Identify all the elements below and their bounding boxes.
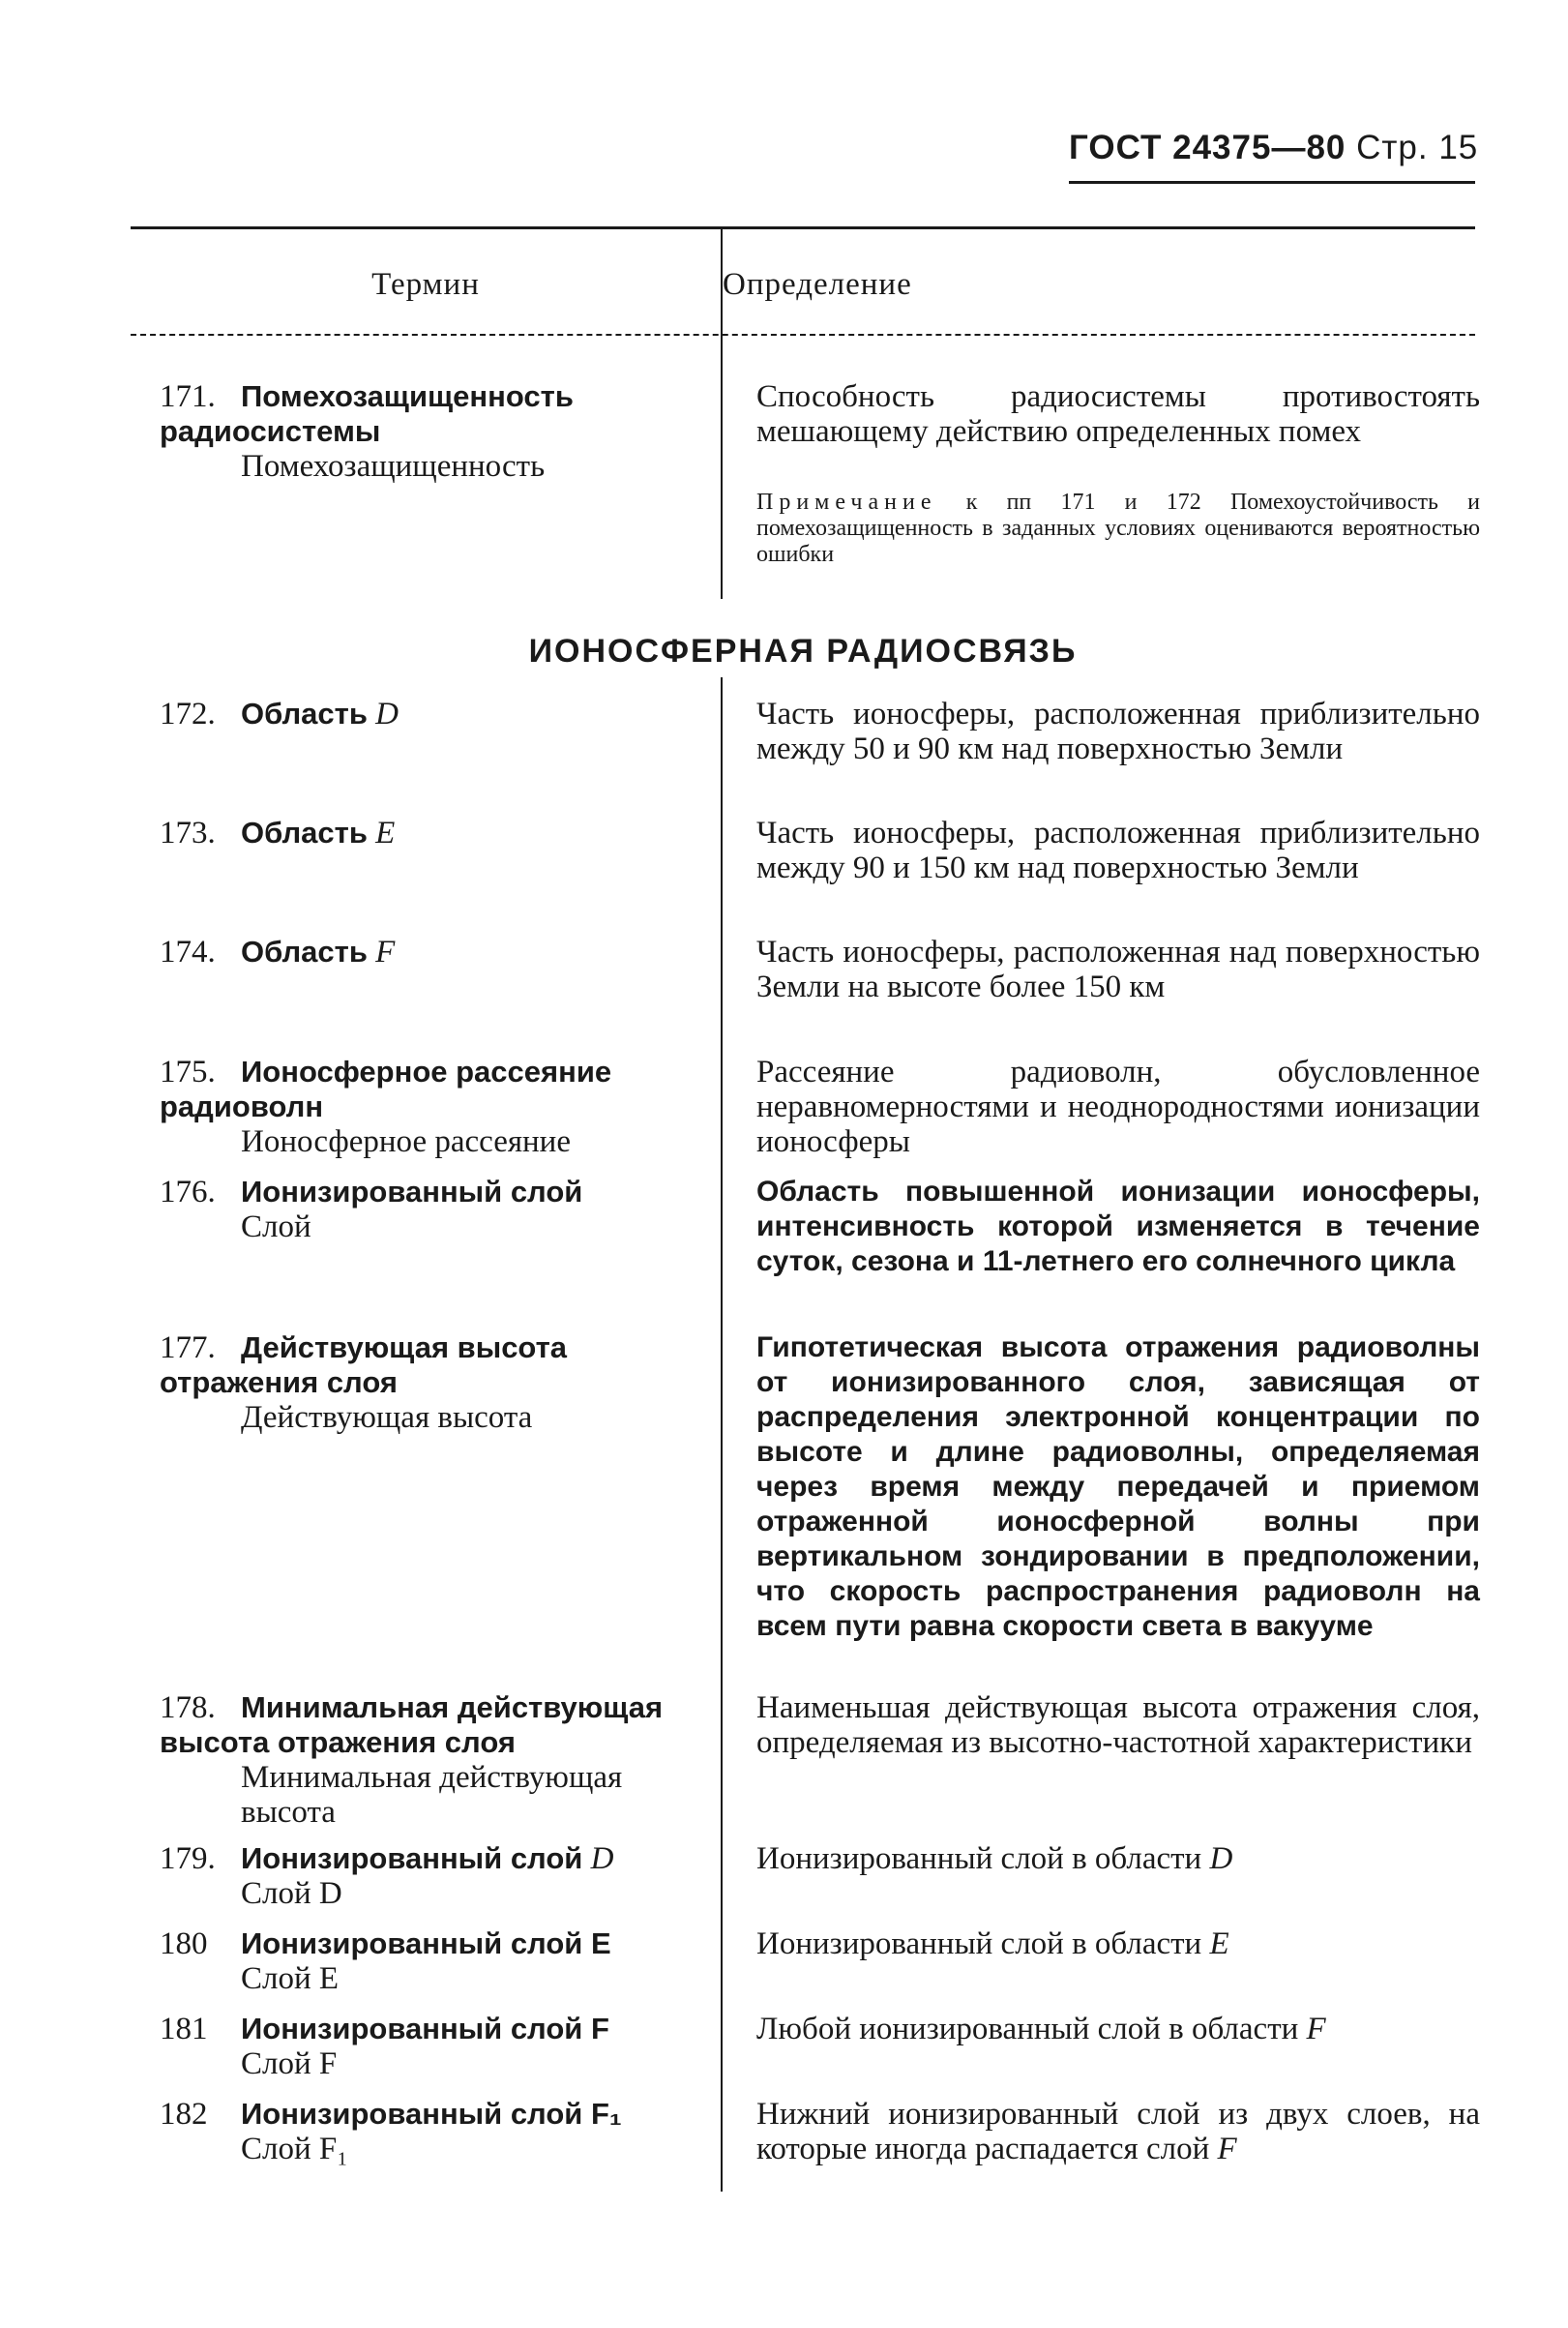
term-letter: D (375, 697, 399, 731)
column-header-term: Термин (371, 267, 480, 302)
term-number: 178. (160, 1690, 216, 1725)
page-number: Стр. 15 (1356, 129, 1479, 166)
term-main: Помехозащищенность радиосистемы (160, 379, 574, 448)
term-main: Область (241, 697, 368, 731)
term-synonym: Действующая высота (241, 1400, 533, 1435)
term-number: 177. (160, 1330, 216, 1365)
term-letter: F (375, 935, 396, 970)
term-main: Ионизированный слой F₁ (241, 2097, 622, 2131)
term-number: 173. (160, 816, 216, 851)
term-number: 179. (160, 1841, 216, 1876)
term-177 (160, 1330, 711, 1435)
definition-180 (756, 1926, 1480, 1961)
term-main: Действующая высота отражения слоя (160, 1330, 568, 1399)
term-main: Ионизированный слой Е (241, 1926, 611, 1960)
definition-179 (756, 1841, 1480, 1876)
table-top-rule (131, 226, 1475, 229)
term-main: Область (241, 816, 368, 850)
note-text: к пп 171 и 172 Помехоустойчивость и помехозащищенность в заданных условиях оцениваются вероятностью ошибки (756, 490, 1481, 567)
term-main: Минимальная действующая высота отражения слоя (160, 1690, 664, 1759)
definition-172: Часть ионосферы, расположенная приблизительно между 50 и 90 км над поверхностью Земли (756, 697, 1480, 766)
term-176 (160, 1175, 711, 1244)
definition-177: Гипотетическая высота отражения радиоволны от ионизированного слоя, зависящая от распределения электронной концентрации по высоте и длине радиоволны, определяемая через время между передачей и приемом отраженной ионосферной волны при вертикальном зондировании в предположении, что скорость распространения радиоволн на всем пути равна скорости света в вакууме (756, 1331, 1480, 1642)
term-171 (160, 379, 711, 484)
header-separator (131, 334, 1475, 336)
term-number: 181 (160, 2012, 208, 2046)
term-181 (160, 2012, 711, 2081)
definition-175: Рассеяние радиоволн, обусловленное неравномерностями и неоднородностями ионизации ионосферы (756, 1055, 1480, 1159)
note-label: Примечание (756, 490, 937, 515)
definition-text: Ионизированный слой в области (756, 1926, 1202, 1961)
definition-text: Любой ионизированный слой в области (756, 2012, 1299, 2046)
term-178 (160, 1690, 711, 1830)
term-number: 182 (160, 2097, 208, 2132)
definition-174: Часть ионосферы, расположенная над поверхностью Земли на высоте более 150 км (756, 935, 1480, 1004)
term-main: Ионосферное рассеяние радиоволн (160, 1055, 612, 1123)
term-main: Ионизированный слой (241, 1175, 583, 1209)
term-172 (160, 697, 711, 731)
section-title: ИОНОСФЕРНАЯ РАДИОСВЯЗЬ (528, 633, 1078, 670)
term-number: 172. (160, 697, 216, 731)
term-179 (160, 1841, 711, 1911)
standard-number: ГОСТ 24375—80 (1069, 129, 1346, 166)
term-synonym: Слой (241, 1209, 311, 1244)
term-180 (160, 1926, 711, 1996)
term-synonym: Слой F (241, 2046, 338, 2081)
header-rule (1069, 181, 1475, 184)
definition-letter: E (1209, 1926, 1229, 1961)
term-main: Ионизированный слой (241, 1841, 583, 1875)
term-letter: D (590, 1841, 614, 1876)
term-number: 175. (160, 1055, 216, 1089)
term-synonym: Слой D (241, 1876, 342, 1911)
definition-letter: F (1217, 2132, 1237, 2166)
term-synonym: Минимальная действующая высота (241, 1760, 623, 1830)
term-synonym: Ионосферное рассеяние (241, 1124, 571, 1159)
definition-letter: F (1306, 2012, 1326, 2046)
definition-text: Ионизированный слой в области (756, 1841, 1202, 1876)
column-divider (721, 229, 723, 599)
column-header-definition: Определение (723, 267, 912, 302)
definition-letter: D (1209, 1841, 1233, 1876)
term-175 (160, 1055, 711, 1159)
definition-178: Наименьшая действующая высота отражения слоя, определяемая из высотно-частотной характеристики (756, 1690, 1480, 1760)
definition-176: Область повышенной ионизации ионосферы, интенсивность которой изменяется в течение суток, сезона и 11-летнего его солнечного цикла (756, 1176, 1480, 1277)
term-main: Область (241, 935, 368, 969)
term-number: 171. (160, 379, 216, 414)
definition-181 (756, 2012, 1480, 2046)
page-header (1069, 129, 1479, 167)
note-171-172 (756, 490, 1480, 568)
definition-182 (756, 2097, 1480, 2166)
term-letter: E (375, 816, 396, 851)
term-number: 174. (160, 935, 216, 970)
definition-text: Нижний ионизированный слой из двух слоев, на которые иногда распадается слой (756, 2097, 1480, 2166)
term-number: 180 (160, 1926, 208, 1961)
term-182 (160, 2097, 711, 2166)
term-173 (160, 816, 711, 851)
term-synonym: Слой Е (241, 1961, 340, 1996)
term-174 (160, 935, 711, 970)
term-synonym: Слой F₁ (241, 2132, 348, 2166)
column-divider (721, 677, 723, 2192)
definition-171: Способность радиосистемы противостоять мешающему действию определенных помех (756, 379, 1480, 449)
term-number: 176. (160, 1175, 216, 1209)
term-main: Ионизированный слой F (241, 2012, 609, 2045)
definition-173: Часть ионосферы, расположенная приблизительно между 90 и 150 км над поверхностью Земли (756, 816, 1480, 885)
term-synonym: Помехозащищенность (241, 449, 546, 484)
